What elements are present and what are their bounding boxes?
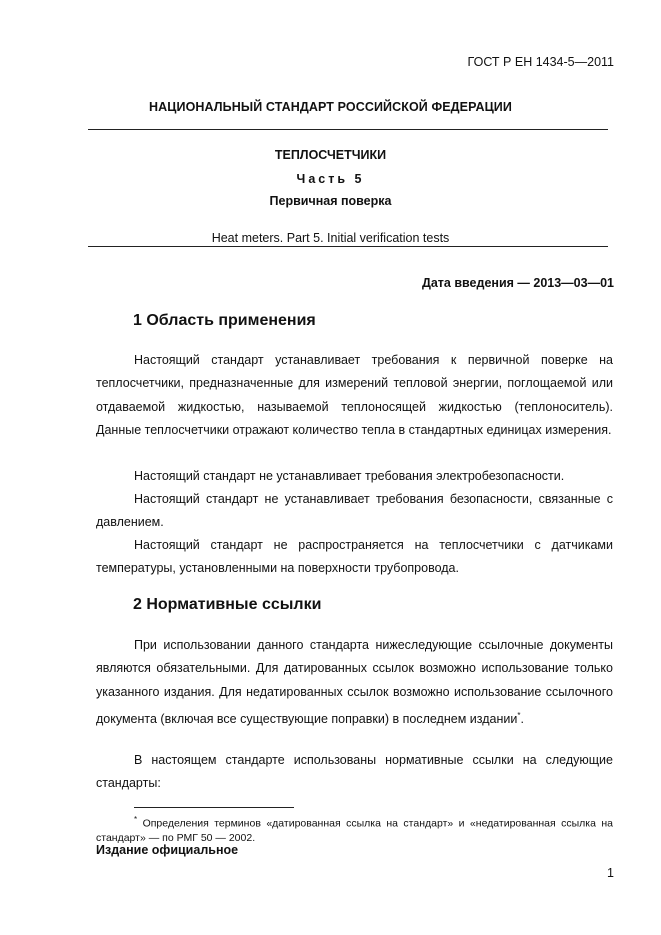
document-title: ТЕПЛОСЧЕТЧИКИ bbox=[274, 148, 387, 162]
section-heading-scope: 1 Область применения bbox=[133, 312, 316, 329]
page-number: 1 bbox=[607, 866, 614, 880]
official-edition-label: Издание официальное bbox=[96, 843, 239, 857]
paragraph: Настоящий стандарт не распространяется на теплосчетчики с датчиками температуры, установленными на поверхности трубопровода. bbox=[96, 538, 613, 576]
document-part: Часть 5 bbox=[296, 172, 365, 186]
footnote-divider bbox=[134, 807, 294, 808]
section-heading-normative-references: 2 Нормативные ссылки bbox=[133, 596, 322, 613]
paragraph: Настоящий стандарт устанавливает требования к первичной поверке на теплосчетчики, предназначенные для измерений тепловой энергии, поглощаемой или отдаваемой жидкостью, называемой теплоносящей жидкостью (теплоноситель). Данные теплосчетчики отражают количество тепла в стандартных единицах измерения. bbox=[96, 353, 613, 437]
paragraph: Настоящий стандарт не устанавливает требования электробезопасности. bbox=[134, 469, 565, 483]
title-divider bbox=[88, 246, 608, 247]
national-standard-heading: НАЦИОНАЛЬНЫЙ СТАНДАРТ РОССИЙСКОЙ ФЕДЕРАЦИИ bbox=[149, 100, 512, 114]
footnote: * Определения терминов «датированная ссылка на стандарт» и «недатированная ссылка на стандарт» — по РМГ 50 — 2002. bbox=[96, 815, 614, 844]
english-title: Heat meters. Part 5. Initial verification tests bbox=[211, 231, 450, 245]
paragraph: Настоящий стандарт не устанавливает требования безопасности, связанные с давлением. bbox=[96, 492, 613, 530]
document-subtitle: Первичная поверка bbox=[269, 194, 392, 208]
paragraph: При использовании данного стандарта нижеследующие ссылочные документы являются обязательными. Для датированных ссылок возможно использование только указанного издания. Для недатированных ссылок возможно использование ссылочного документа (включая все существующие поправки) в последнем издании*. bbox=[96, 638, 613, 727]
header-divider bbox=[88, 129, 608, 130]
document-code: ГОСТ Р ЕН 1434-5—2011 bbox=[467, 55, 614, 69]
paragraph: В настоящем стандарте использованы нормативные ссылки на следующие стандарты: bbox=[96, 753, 613, 791]
introduction-date: Дата введения — 2013—03—01 bbox=[421, 276, 614, 290]
footnote-marker: * bbox=[517, 710, 521, 720]
